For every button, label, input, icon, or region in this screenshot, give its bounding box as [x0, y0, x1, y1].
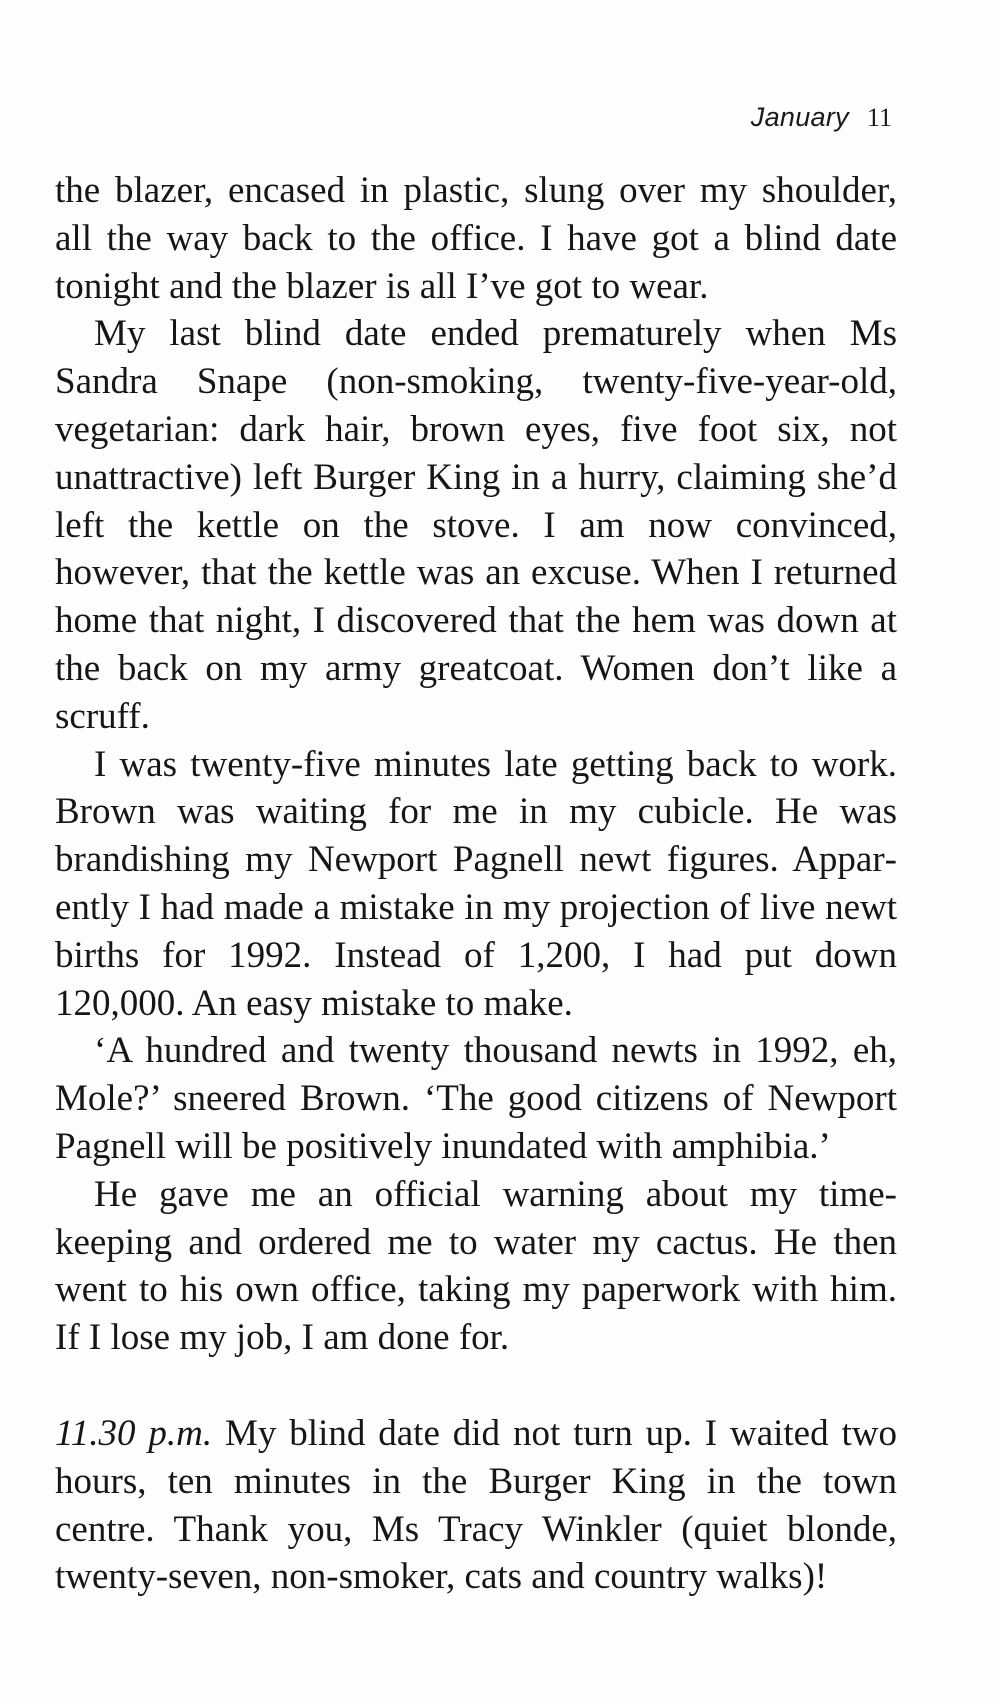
paragraph: ‘A hundred and twenty thousand newts in 1992, eh, Mole?’ sneered Brown. ‘The good citizens of Newport Pagnell will be positively inundated with amphibia.’ [55, 1030, 897, 1167]
paragraph: He gave me an official warning about my timekeeping and ordered me to water my cactus. He then went to his own office, taking my paperwork with him. If I lose my job, I am done for. [55, 1173, 897, 1359]
page-number: 11 [866, 103, 892, 132]
running-head [751, 102, 892, 133]
paragraph: My last blind date ended prematurely when Ms Sandra Snape (non-smoking, twenty-five-year-old, vegetarian: dark hair, brown eyes, five foot six, not unattractive) left Burger King in a hurry, claiming she’d left the kettle on the stove. I am now convinced, however, that the kettle was an excuse. When I returned home that night, I discovered that the hem was down at the back on my army greatcoat. Women don’t like a scruff. [55, 313, 897, 737]
diary-entry [55, 1410, 897, 1601]
paragraph: the blazer, encased in plastic, slung over my shoulder, all the way back to the office. I have got a blind date tonight and the blazer is all I’ve got to wear. [55, 170, 897, 307]
running-head-section: January [750, 102, 849, 132]
entry-text: My blind date did not turn up. I waited two hours, ten minutes in the Burger King in the town centre. Thank you, Ms Tracy Winkler (quiet blonde, twenty-seven, non-smoker, cats and country walks)! [55, 1412, 897, 1598]
body-text [55, 167, 897, 1601]
entry-time: 11.30 p.m. [55, 1412, 213, 1454]
paragraph: I was twenty-five minutes late getting back to work. Brown was waiting for me in my cubicle. He was brandishing my Newport Pagnell newt figures. Apparently I had made a mistake in my projection of live newt births for 1992. Instead of 1,200, I had put down 120,000. An easy mistake to make. [55, 743, 897, 1024]
